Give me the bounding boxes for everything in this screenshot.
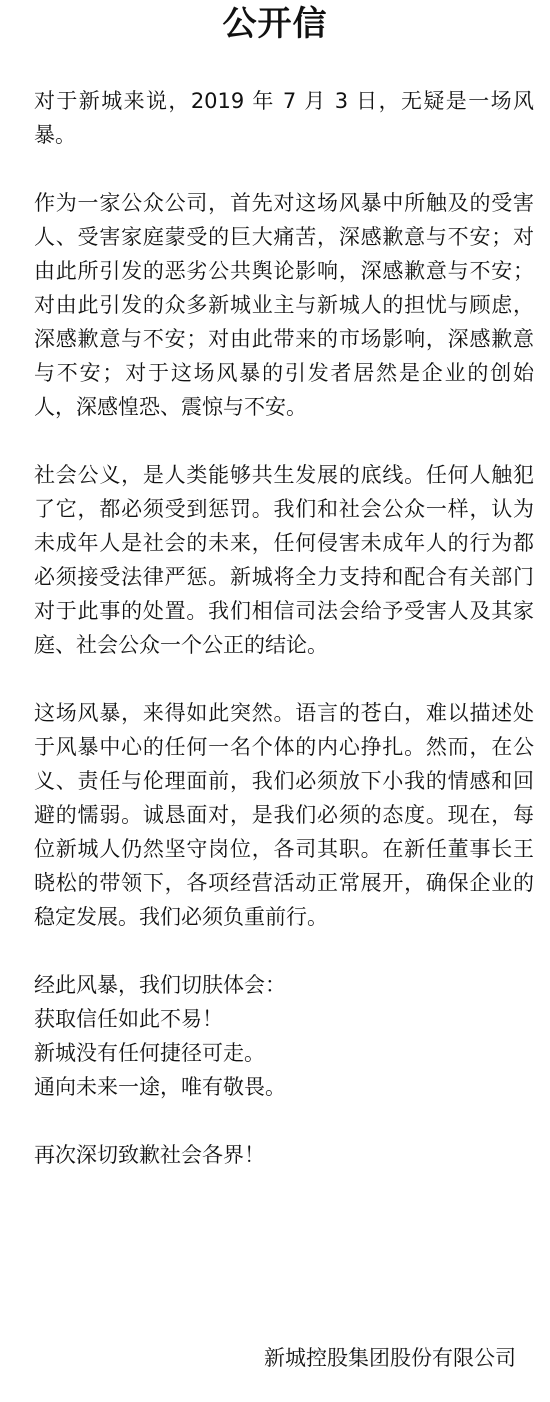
paragraph-moving-forward: 这场风暴，来得如此突然。语言的苍白，难以描述处于风暴中心的任何一名个体的内心挣扎。然而，在公义、责任与伦理面前，我们必须放下小我的情感和回避的懦弱。诚恳面对，是我们必须的态度。现在，每位新城人仍然坚守岗位，各司其职。在新任董事长王晓松的带领下，各项经营活动正常展开，确保企业的稳定发展。我们必须负重前行。 [34, 701, 534, 929]
closing-apology: 再次深切致歉社会各界！ [34, 1143, 265, 1167]
paragraph-opening: 对于新城来说，2019 年 7 月 3 日，无疑是一场风暴。 [34, 89, 534, 147]
paragraph-apology-statement: 作为一家公众公司，首先对这场风暴中所触及的受害人、受害家庭蒙受的巨大痛苦，深感歉意与不安；对由此所引发的恶劣公共舆论影响，深感歉意与不安；对由此引发的众多新城业主与新城人的担忧与顾虑，深感歉意与不安；对由此带来的市场影响，深感歉意与不安；对于这场风暴的引发者居然是企业的创始人，深感惶恐、震惊与不安。 [34, 191, 534, 419]
lessons-intro: 经此风暴，我们切肤体会： [34, 973, 286, 997]
lesson-line: 通向未来一途，唯有敬畏。 [34, 1075, 286, 1099]
lesson-line: 新城没有任何捷径可走。 [34, 1041, 265, 1065]
company-signature: 新城控股集团股份有限公司 [264, 1346, 516, 1370]
lessons-block [34, 968, 534, 1104]
paragraph-social-justice: 社会公义，是人类能够共生发展的底线。任何人触犯了它，都必须受到惩罚。我们和社会公众一样，认为未成年人是社会的未来，任何侵害未成年人的行为都必须接受法律严惩。新城将全力支持和配合有关部门对于此事的处置。我们相信司法会给予受害人及其家庭、社会公众一个公正的结论。 [34, 463, 534, 657]
letter-title: 公开信 [222, 4, 328, 44]
lesson-line: 获取信任如此不易！ [34, 1007, 223, 1031]
letter-body [34, 84, 534, 1172]
